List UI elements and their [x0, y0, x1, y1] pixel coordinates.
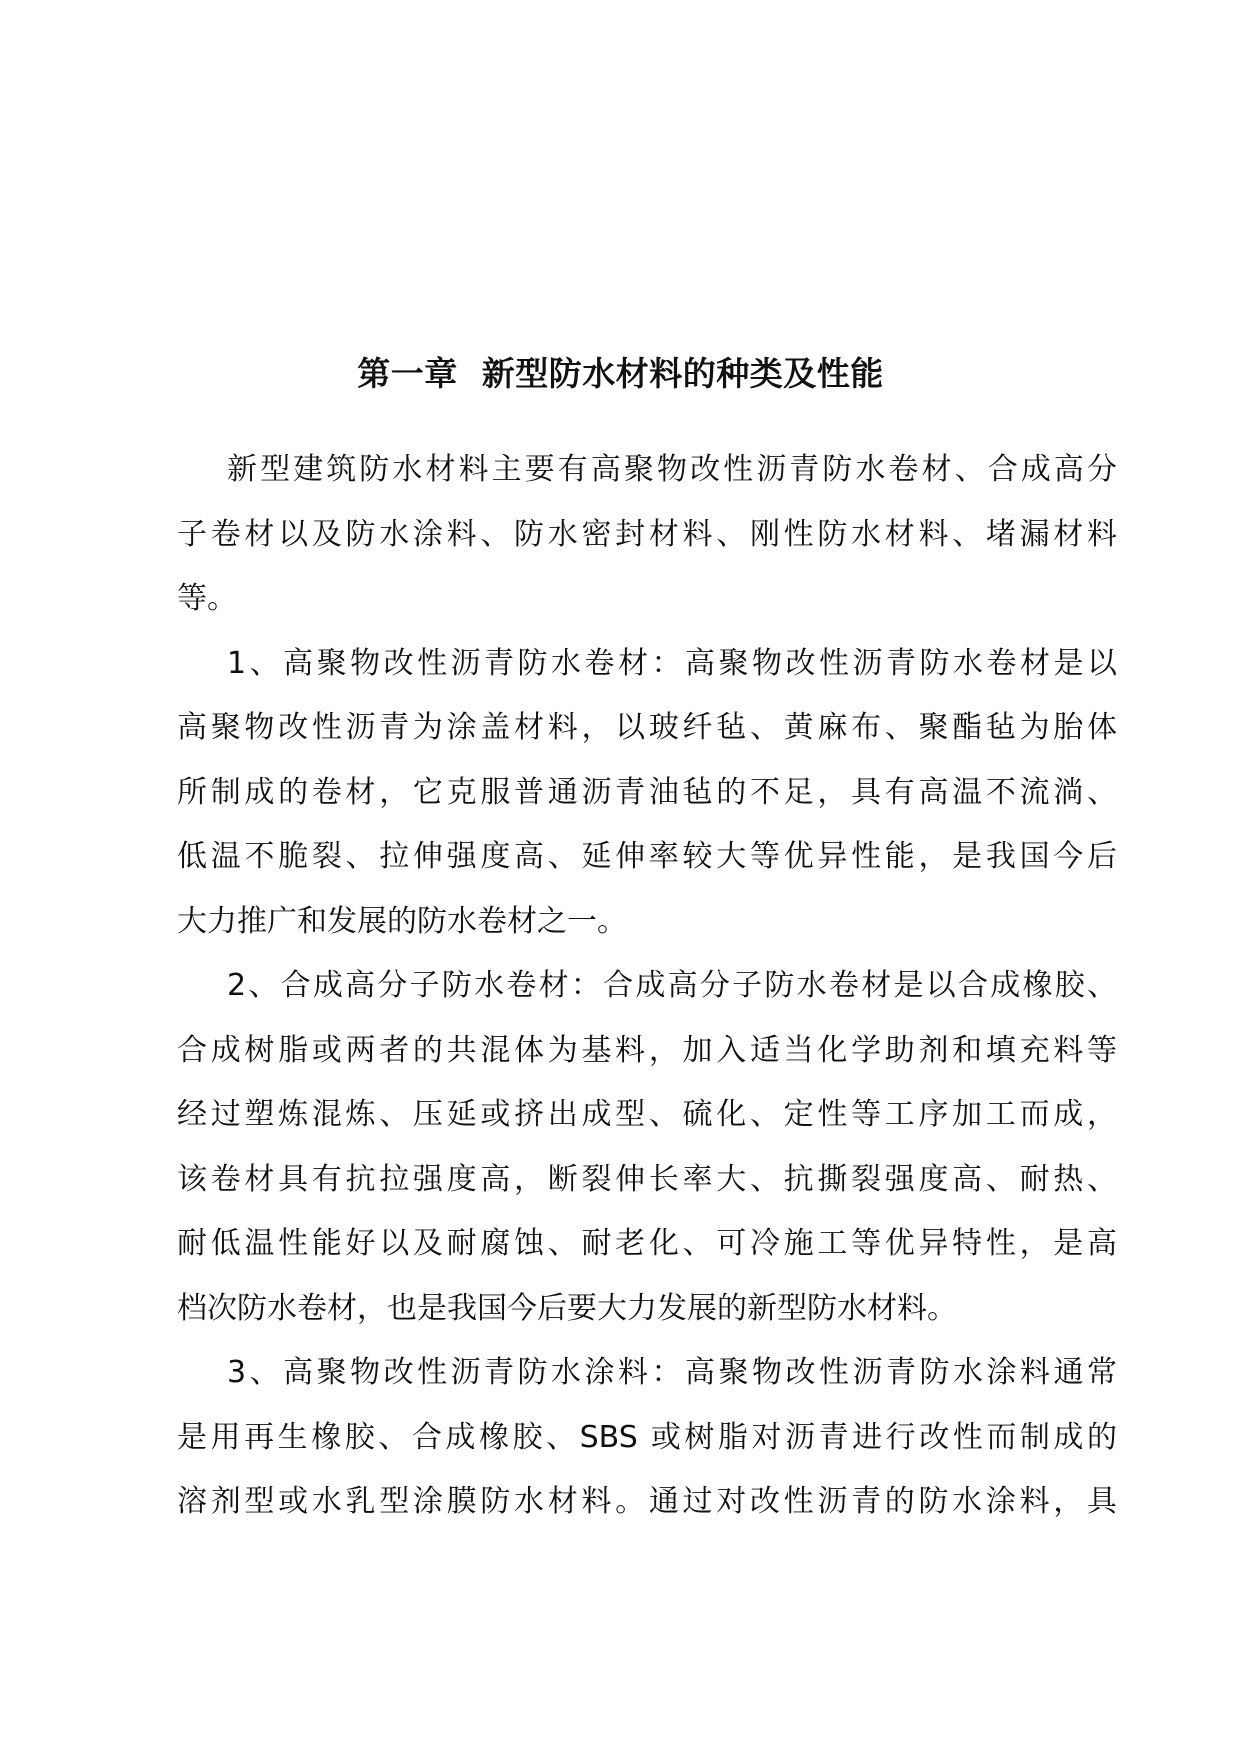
text-line: 1、高聚物改性沥青防水卷材：高聚物改性沥青防水卷材是以	[227, 645, 1117, 681]
text-line: 新型建筑防水材料主要有高聚物改性沥青防水卷材、合成高分	[227, 452, 1117, 487]
text-line: 是用再生橡胶、合成橡胶、SBS 或树脂对沥青进行改性而制成的	[177, 1419, 1117, 1455]
text-line: 低温不脆裂、拉伸强度高、延伸率较大等优异性能，是我国今后	[177, 839, 1117, 874]
text-line: 2、合成高分子防水卷材：合成高分子防水卷材是以合成橡胶、	[227, 968, 1117, 1003]
text-line: 该卷材具有抗拉强度高，断裂伸长率大、抗撕裂强度高、耐热、	[177, 1161, 1117, 1197]
chapter-title: 第一章 新型防水材料的种类及性能	[357, 354, 884, 393]
text-line: 档次防水卷材，也是我国今后要大力发展的新型防水材料。	[177, 1290, 957, 1326]
text-line: 大力推广和发展的防水卷材之一。	[177, 903, 627, 939]
text-line: 溶剂型或水乳型涂膜防水材料。通过对改性沥青的防水涂料，具	[177, 1484, 1117, 1519]
text-line: 高聚物改性沥青为涂盖材料，以玻纤毡、黄麻布、聚酯毡为胎体	[177, 710, 1117, 745]
text-line: 经过塑炼混炼、压延或挤出成型、硫化、定性等工序加工而成，	[177, 1097, 1117, 1132]
text-line: 所制成的卷材，它克服普通沥青油毡的不足，具有高温不流淌、	[177, 774, 1117, 810]
body-text	[177, 438, 1117, 1535]
text-line: 耐低温性能好以及耐腐蚀、耐老化、可冷施工等优异特性，是高	[177, 1226, 1117, 1261]
text-line: 子卷材以及防水涂料、防水密封材料、刚性防水材料、堵漏材料	[177, 516, 1117, 552]
text-line: 合成树脂或两者的共混体为基料，加入适当化学助剂和填充料等	[177, 1032, 1117, 1068]
text-line: 3、高聚物改性沥青防水涂料：高聚物改性沥青防水涂料通常	[227, 1355, 1117, 1390]
text-line: 等。	[177, 581, 237, 616]
